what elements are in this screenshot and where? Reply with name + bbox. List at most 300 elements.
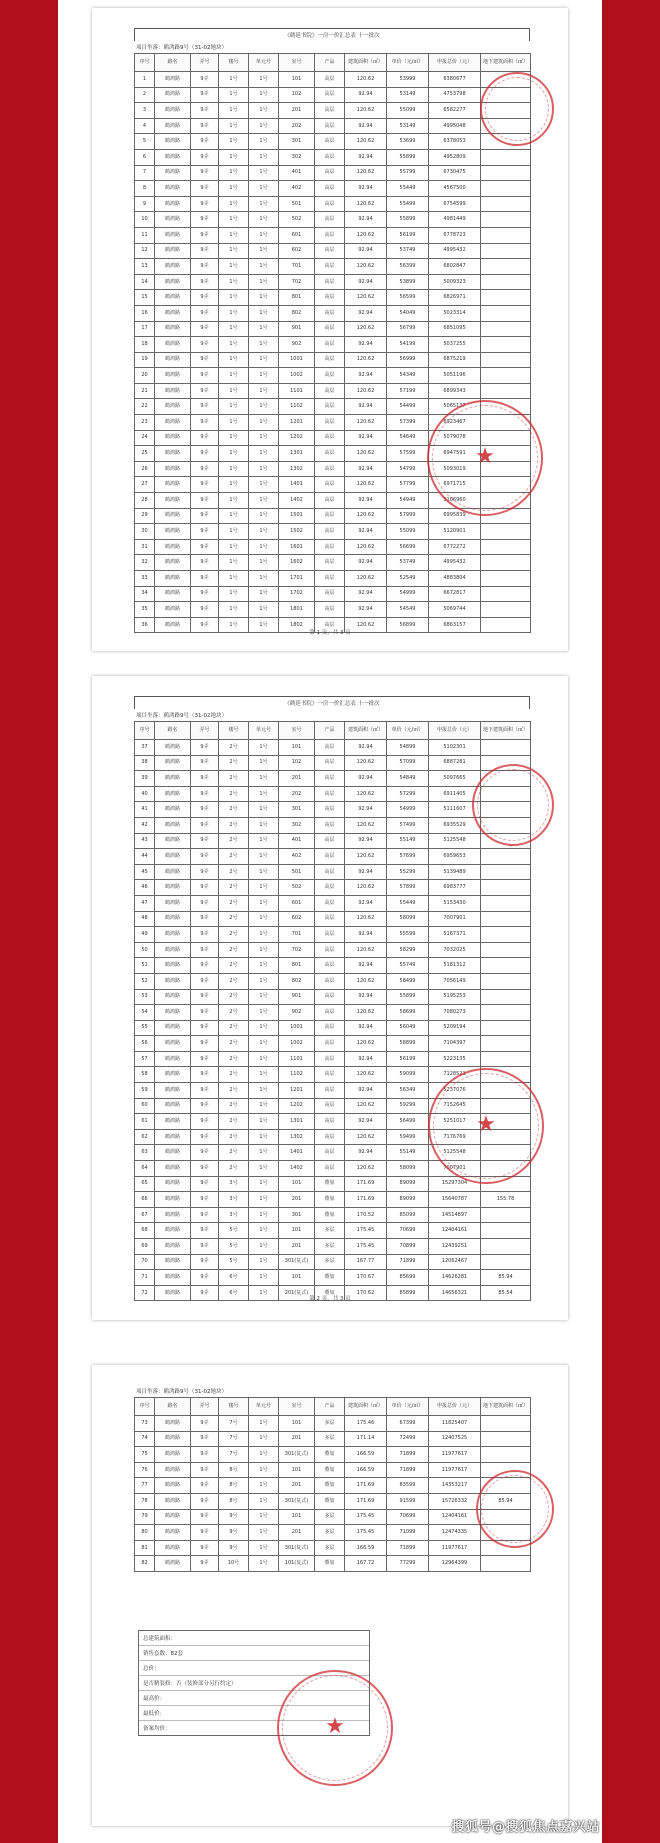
table-cell: 高层: [315, 1051, 345, 1067]
table-cell: 2号: [219, 786, 249, 802]
table-cell: 高层: [315, 973, 345, 989]
table-cell: 10: [135, 212, 155, 228]
column-header: 单元号: [249, 1398, 279, 1416]
table-cell: 120.62: [345, 755, 387, 771]
table-cell: 9弄: [191, 786, 219, 802]
note-line: 最低价：: [139, 1706, 369, 1721]
table-row: [135, 849, 531, 865]
table-cell: 71099: [387, 1525, 429, 1541]
table-cell: 120.62: [345, 290, 387, 306]
table-cell: 120.62: [345, 134, 387, 150]
table-cell: 1001: [279, 352, 315, 368]
table-cell: 9弄: [191, 1556, 219, 1572]
table-cell: [481, 880, 531, 896]
table-cell: 2号: [219, 771, 249, 787]
table-cell: [481, 539, 531, 555]
table-cell: 83599: [387, 1478, 429, 1494]
table-cell: 9弄: [191, 571, 219, 587]
table-cell: 高层: [315, 368, 345, 384]
table-cell: 34: [135, 586, 155, 602]
table-cell: 56049: [387, 1020, 429, 1036]
table-cell: 43: [135, 833, 155, 849]
table-cell: 58899: [387, 1036, 429, 1052]
table-row: [135, 973, 531, 989]
table-cell: [481, 895, 531, 911]
table-cell: 1号: [249, 817, 279, 833]
table-cell: 多层: [315, 1416, 345, 1432]
table-cell: 高层: [315, 833, 345, 849]
table-cell: 120.62: [345, 911, 387, 927]
table-cell: 鹤鸿路: [155, 1207, 191, 1223]
table-cell: 5237076: [429, 1083, 481, 1099]
table-cell: 9弄: [191, 165, 219, 181]
table-cell: 鹤鸿路: [155, 1098, 191, 1114]
table-cell: 14656321: [429, 1285, 481, 1301]
table-cell: 101: [279, 1462, 315, 1478]
table-cell: [481, 958, 531, 974]
table-cell: 高层: [315, 1129, 345, 1145]
table-cell: 92.94: [345, 493, 387, 509]
column-header: 申报总价（元）: [429, 722, 481, 740]
table-cell: 23: [135, 415, 155, 431]
table-cell: 301(复式): [279, 1540, 315, 1556]
table-row: [135, 212, 531, 228]
table-cell: 鹤鸿路: [155, 864, 191, 880]
table-row: [135, 539, 531, 555]
table-cell: [481, 274, 531, 290]
table-cell: 2号: [219, 817, 249, 833]
table-cell: 33: [135, 571, 155, 587]
table-cell: 1号: [219, 602, 249, 618]
table-cell: 7128521: [429, 1067, 481, 1083]
table-cell: 1号: [249, 524, 279, 540]
table-cell: 鹤鸿路: [155, 1161, 191, 1177]
table-cell: 120.62: [345, 477, 387, 493]
table-cell: 5051196: [429, 368, 481, 384]
table-cell: 6935529: [429, 817, 481, 833]
table-cell: 1201: [279, 415, 315, 431]
table-row: [135, 1416, 531, 1432]
table-row: [135, 1020, 531, 1036]
table-cell: 鹤鸿路: [155, 415, 191, 431]
table-cell: 叠加: [315, 1493, 345, 1509]
table-cell: 92.94: [345, 740, 387, 756]
column-header: 申报总价（元）: [429, 54, 481, 72]
table-cell: 59: [135, 1083, 155, 1099]
table-cell: [481, 1223, 531, 1239]
column-header: 单价（元/㎡）: [387, 1398, 429, 1416]
table-cell: 高层: [315, 134, 345, 150]
table-cell: 9弄: [191, 1114, 219, 1130]
column-header: 产品: [315, 722, 345, 740]
table-cell: 高层: [315, 430, 345, 446]
table-cell: 1002: [279, 368, 315, 384]
table-cell: 鹤鸿路: [155, 1540, 191, 1556]
table-cell: 鹤鸿路: [155, 259, 191, 275]
table-cell: 鹤鸿路: [155, 602, 191, 618]
table-cell: 1号: [249, 1270, 279, 1286]
table-cell: 7007901: [429, 1161, 481, 1177]
table-cell: 1号: [249, 1478, 279, 1494]
table-cell: 高层: [315, 508, 345, 524]
column-header: 楼号: [219, 54, 249, 72]
table-cell: 多层: [315, 1509, 345, 1525]
table-cell: 2号: [219, 880, 249, 896]
table-cell: 鹤鸿路: [155, 771, 191, 787]
table-cell: [481, 243, 531, 259]
table-cell: 1号: [249, 1525, 279, 1541]
table-cell: 1号: [219, 493, 249, 509]
table-cell: 鹤鸿路: [155, 72, 191, 88]
table-cell: 1号: [249, 103, 279, 119]
table-cell: 29: [135, 508, 155, 524]
table-cell: 170.62: [345, 1285, 387, 1301]
table-cell: 56599: [387, 290, 429, 306]
table-cell: 2号: [219, 942, 249, 958]
table-cell: [481, 864, 531, 880]
table-cell: 55899: [387, 989, 429, 1005]
table-cell: 71899: [387, 1254, 429, 1270]
table-cell: 1号: [219, 227, 249, 243]
table-cell: 63: [135, 1145, 155, 1161]
table-cell: 1号: [249, 864, 279, 880]
table-cell: 9弄: [191, 399, 219, 415]
table-row: [135, 1223, 531, 1239]
table-cell: 9弄: [191, 740, 219, 756]
table-cell: 7007901: [429, 911, 481, 927]
column-header: 序号: [135, 722, 155, 740]
official-seal-stamp: [472, 764, 554, 846]
table-cell: 120.62: [345, 617, 387, 633]
table-cell: 1号: [249, 786, 279, 802]
document-title: 《鹤延书院》一房一价汇总表 十一批次: [134, 28, 530, 41]
column-header: 产品: [315, 54, 345, 72]
table-cell: 602: [279, 911, 315, 927]
table-cell: 3号: [219, 1207, 249, 1223]
table-cell: 1号: [249, 1114, 279, 1130]
table-cell: 2号: [219, 1083, 249, 1099]
table-cell: 67399: [387, 1416, 429, 1432]
official-seal-stamp: [480, 72, 554, 146]
table-row: [135, 880, 531, 896]
table-cell: 1号: [219, 181, 249, 197]
table-cell: 70699: [387, 1223, 429, 1239]
table-cell: 高层: [315, 274, 345, 290]
table-cell: 9弄: [191, 958, 219, 974]
table-cell: 1号: [249, 586, 279, 602]
table-cell: 5号: [219, 1223, 249, 1239]
table-cell: 120.62: [345, 72, 387, 88]
table-cell: 56399: [387, 259, 429, 275]
table-cell: 鹤鸿路: [155, 1129, 191, 1145]
table-cell: 101: [279, 740, 315, 756]
table-cell: 9弄: [191, 415, 219, 431]
table-cell: 120.62: [345, 259, 387, 275]
table-cell: 902: [279, 1005, 315, 1021]
table-cell: 鹤鸿路: [155, 477, 191, 493]
table-cell: 高层: [315, 1145, 345, 1161]
table-cell: 9弄: [191, 461, 219, 477]
table-cell: 9弄: [191, 1176, 219, 1192]
table-cell: 301(复式): [279, 1493, 315, 1509]
table-cell: 8号: [219, 1462, 249, 1478]
table-cell: 701: [279, 259, 315, 275]
table-row: [135, 555, 531, 571]
table-cell: 12474335: [429, 1525, 481, 1541]
table-cell: 54349: [387, 368, 429, 384]
table-cell: 高层: [315, 524, 345, 540]
table-cell: 2号: [219, 833, 249, 849]
table-cell: 9弄: [191, 368, 219, 384]
table-cell: 1801: [279, 602, 315, 618]
table-cell: 高层: [315, 72, 345, 88]
table-cell: 120.62: [345, 227, 387, 243]
table-cell: 58699: [387, 1005, 429, 1021]
table-cell: 2号: [219, 927, 249, 943]
table-cell: 92.94: [345, 927, 387, 943]
note-line: 备案均价：: [143, 1726, 171, 1732]
table-cell: 60: [135, 1098, 155, 1114]
table-cell: 89099: [387, 1176, 429, 1192]
table-cell: 92.94: [345, 461, 387, 477]
table-cell: 92.94: [345, 802, 387, 818]
table-cell: 6971715: [429, 477, 481, 493]
table-cell: 55099: [387, 524, 429, 540]
column-header: 弄号: [191, 722, 219, 740]
table-cell: 1号: [249, 927, 279, 943]
table-cell: 1号: [219, 368, 249, 384]
table-cell: 高层: [315, 617, 345, 633]
table-cell: 高层: [315, 1067, 345, 1083]
table-cell: 58299: [387, 942, 429, 958]
table-cell: 鹤鸿路: [155, 555, 191, 571]
table-cell: 2号: [219, 1129, 249, 1145]
table-cell: 56199: [387, 1051, 429, 1067]
table-cell: 53699: [387, 134, 429, 150]
table-cell: 1号: [219, 477, 249, 493]
project-line: 项目坐落：鹤鸿路9号（31-02地块）: [136, 45, 227, 51]
table-cell: 39: [135, 771, 155, 787]
table-row: [135, 290, 531, 306]
table-cell: 9弄: [191, 477, 219, 493]
table-cell: 92.94: [345, 149, 387, 165]
table-cell: 57099: [387, 755, 429, 771]
table-cell: 1号: [219, 134, 249, 150]
table-cell: 45: [135, 864, 155, 880]
table-row: [135, 1431, 531, 1447]
table-cell: 71899: [387, 1447, 429, 1463]
table-cell: 2号: [219, 1020, 249, 1036]
table-cell: 鹤鸿路: [155, 1525, 191, 1541]
table-row: [135, 1254, 531, 1270]
table-cell: 9弄: [191, 1098, 219, 1114]
table-cell: 9弄: [191, 134, 219, 150]
table-cell: 6772272: [429, 539, 481, 555]
table-cell: 鹤鸿路: [155, 1005, 191, 1021]
table-cell: 鹤鸿路: [155, 617, 191, 633]
table-cell: 51: [135, 958, 155, 974]
table-cell: 7号: [219, 1431, 249, 1447]
table-cell: 77299: [387, 1556, 429, 1572]
table-cell: 2号: [219, 802, 249, 818]
table-cell: 9弄: [191, 1223, 219, 1239]
table-cell: 鹤鸿路: [155, 1462, 191, 1478]
table-cell: 1号: [249, 1098, 279, 1114]
table-cell: 58: [135, 1067, 155, 1083]
table-cell: 鹤鸿路: [155, 1509, 191, 1525]
table-cell: 7号: [219, 1416, 249, 1432]
table-cell: 12: [135, 243, 155, 259]
table-cell: 8号: [219, 1493, 249, 1509]
table-cell: 鹤鸿路: [155, 493, 191, 509]
table-row: [135, 337, 531, 353]
table-cell: 58499: [387, 973, 429, 989]
table-cell: 54799: [387, 461, 429, 477]
table-cell: 2号: [219, 1145, 249, 1161]
table-row: [135, 243, 531, 259]
table-cell: [481, 321, 531, 337]
table-cell: 1号: [219, 539, 249, 555]
table-cell: 11977617: [429, 1540, 481, 1556]
table-cell: 120.62: [345, 1005, 387, 1021]
table-cell: 1601: [279, 539, 315, 555]
table-cell: 54899: [387, 740, 429, 756]
table-cell: 57999: [387, 508, 429, 524]
table-cell: 多层: [315, 1431, 345, 1447]
table-cell: 12062467: [429, 1254, 481, 1270]
table-cell: 4753798: [429, 87, 481, 103]
table-cell: 11977617: [429, 1462, 481, 1478]
table-cell: 9弄: [191, 1051, 219, 1067]
table-row: [135, 958, 531, 974]
table-cell: 101: [279, 1223, 315, 1239]
table-cell: 92.94: [345, 602, 387, 618]
table-cell: [481, 1005, 531, 1021]
table-cell: 9弄: [191, 1129, 219, 1145]
table-cell: 171.69: [345, 1478, 387, 1494]
table-row: [135, 771, 531, 787]
table-cell: 175.45: [345, 1239, 387, 1255]
table-cell: [481, 1431, 531, 1447]
table-cell: 92.94: [345, 212, 387, 228]
table-cell: 37: [135, 740, 155, 756]
table-cell: 2号: [219, 895, 249, 911]
column-header: 地下建筑面积（㎡）: [481, 722, 531, 740]
column-header: 单元号: [249, 54, 279, 72]
table-cell: 92.94: [345, 181, 387, 197]
table-cell: 55299: [387, 864, 429, 880]
table-cell: 9弄: [191, 196, 219, 212]
table-cell: 35: [135, 602, 155, 618]
table-cell: 901: [279, 321, 315, 337]
table-cell: 5139489: [429, 864, 481, 880]
table-cell: 鹤鸿路: [155, 1083, 191, 1099]
table-cell: 叠加: [315, 1556, 345, 1572]
table-cell: 多层: [315, 1223, 345, 1239]
table-cell: 1号: [249, 1051, 279, 1067]
table-cell: 3号: [219, 1192, 249, 1208]
table-cell: 6887281: [429, 755, 481, 771]
table-cell: 5093019: [429, 461, 481, 477]
table-cell: 70699: [387, 1509, 429, 1525]
table-cell: 92.94: [345, 771, 387, 787]
table-cell: 57: [135, 1051, 155, 1067]
table-row: [135, 1051, 531, 1067]
table-cell: 1号: [249, 181, 279, 197]
table-cell: 高层: [315, 461, 345, 477]
table-cell: 鹤鸿路: [155, 274, 191, 290]
table-cell: 高层: [315, 493, 345, 509]
table-cell: 1号: [249, 134, 279, 150]
note-line: 总价：: [139, 1661, 369, 1676]
table-cell: 59499: [387, 1129, 429, 1145]
table-cell: 1号: [249, 802, 279, 818]
table-cell: 高层: [315, 103, 345, 119]
table-cell: 1号: [249, 1556, 279, 1572]
table-cell: 5079078: [429, 430, 481, 446]
table-cell: 鹤鸿路: [155, 243, 191, 259]
table-cell: 92.94: [345, 895, 387, 911]
table-row: [135, 895, 531, 911]
table-cell: 1号: [249, 227, 279, 243]
table-cell: 1号: [249, 1431, 279, 1447]
table-cell: 55599: [387, 927, 429, 943]
table-cell: 42: [135, 817, 155, 833]
table-cell: 69: [135, 1239, 155, 1255]
table-cell: 9弄: [191, 383, 219, 399]
column-header: 产品: [315, 1398, 345, 1416]
column-header: 楼号: [219, 1398, 249, 1416]
table-cell: 鹤鸿路: [155, 755, 191, 771]
document-title: 《鹤延书院》一房一价汇总表 十一批次: [134, 696, 530, 709]
table-cell: 高层: [315, 352, 345, 368]
project-line: 项目坐落：鹤鸿路9号（31-02地块）: [136, 1389, 227, 1395]
table-cell: 鹤鸿路: [155, 196, 191, 212]
table-cell: 9弄: [191, 72, 219, 88]
table-cell: 1号: [219, 72, 249, 88]
table-cell: 2号: [219, 1036, 249, 1052]
table-cell: 1号: [219, 290, 249, 306]
table-cell: 55149: [387, 833, 429, 849]
table-cell: 55: [135, 1020, 155, 1036]
table-cell: [481, 337, 531, 353]
table-cell: 鹤鸿路: [155, 895, 191, 911]
table-cell: 6875219: [429, 352, 481, 368]
table-cell: 201: [279, 103, 315, 119]
table-cell: 9弄: [191, 274, 219, 290]
table-cell: 1号: [219, 399, 249, 415]
table-cell: 77: [135, 1478, 155, 1494]
table-cell: 1号: [249, 1254, 279, 1270]
table-cell: 171.69: [345, 1176, 387, 1192]
table-cell: 2号: [219, 864, 249, 880]
table-cell: 1号: [249, 1509, 279, 1525]
table-cell: 鹤鸿路: [155, 212, 191, 228]
table-cell: 701: [279, 927, 315, 943]
table-cell: 5181312: [429, 958, 481, 974]
table-row: [135, 817, 531, 833]
table-cell: 1102: [279, 399, 315, 415]
table-cell: 1号: [249, 368, 279, 384]
table-cell: 2号: [219, 1098, 249, 1114]
table-cell: 1号: [219, 461, 249, 477]
table-cell: 9号: [219, 1540, 249, 1556]
table-cell: 1号: [219, 524, 249, 540]
table-cell: 鹤鸿路: [155, 973, 191, 989]
table-row: [135, 383, 531, 399]
table-row: [135, 103, 531, 119]
table-cell: 120.62: [345, 352, 387, 368]
